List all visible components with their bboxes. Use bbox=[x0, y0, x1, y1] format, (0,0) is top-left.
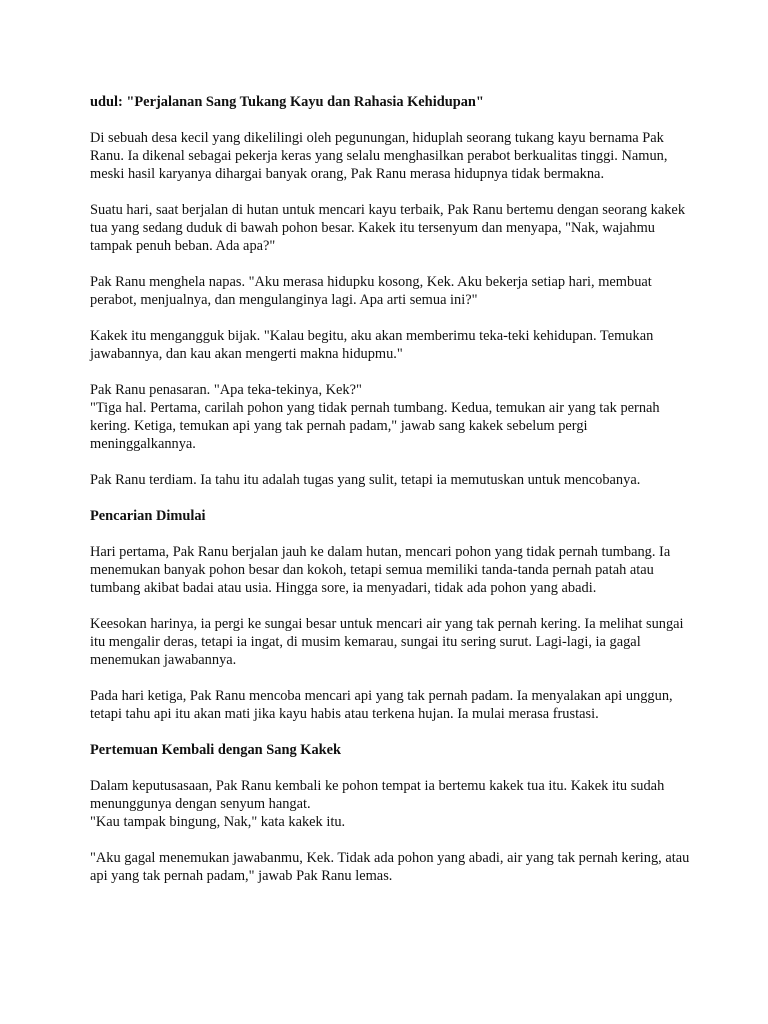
paragraph-riddle-offer: Kakek itu mengangguk bijak. "Kalau begitu, aku akan memberimu teka-teki kehidupan. Temukan jawabannya, dan kau akan mengerti makna hidupmu." bbox=[90, 328, 654, 362]
paragraph-intro: Di sebuah desa kecil yang dikelilingi oleh pegunungan, hiduplah seorang tukang kayu bernama Pak Ranu. Ia dikenal sebagai pekerja keras yang selalu menghasilkan perabot berkualitas tinggi. Namun, meski hasil karyanya dihargai banyak orang, Pak Ranu merasa hidupnya tidak bermakna. bbox=[90, 130, 668, 182]
paragraph-question: Pak Ranu penasaran. "Apa teka-tekinya, Kek?" bbox=[90, 382, 362, 398]
paragraph-meeting: Suatu hari, saat berjalan di hutan untuk mencari kayu terbaik, Pak Ranu bertemu dengan seorang kakek tua yang sedang duduk di bawah pohon besar. Kakek itu tersenyum dan menyapa, "Nak, wajahmu tampak penuh beban. Ada apa?" bbox=[90, 202, 686, 254]
paragraph-day-two: Keesokan harinya, ia pergi ke sungai besar untuk mencari air yang tak pernah kering. Ia melihat sungai itu mengalir deras, tetapi ia ingat, di musim kemarau, sungai itu sering surut. Lagi-lagi, ia gagal menemukan jawabannya. bbox=[90, 616, 684, 668]
paragraph-confused: "Kau tampak bingung, Nak," kata kakek itu. bbox=[90, 814, 346, 830]
paragraph-sigh: Pak Ranu menghela napas. "Aku merasa hidupku kosong, Kek. Aku bekerja setiap hari, membuat perabot, menjualnya, dan mengulanginya lagi. Apa arti semua ini?" bbox=[90, 274, 652, 308]
section-heading-reunion: Pertemuan Kembali dengan Sang Kakek bbox=[90, 742, 342, 758]
paragraph-day-three: Pada hari ketiga, Pak Ranu mencoba mencari api yang tak pernah padam. Ia menyalakan api unggun, tetapi tahu api itu akan mati jika kayu habis atau terkena hujan. Ia mulai merasa frustasi. bbox=[90, 688, 673, 722]
document-title: udul: "Perjalanan Sang Tukang Kayu dan Rahasia Kehidupan" bbox=[90, 94, 484, 110]
paragraph-failed: "Aku gagal menemukan jawabanmu, Kek. Tidak ada pohon yang abadi, air yang tak pernah kering, atau api yang tak pernah padam," jawab Pak Ranu lemas. bbox=[90, 850, 690, 884]
paragraph-decision: Pak Ranu terdiam. Ia tahu itu adalah tugas yang sulit, tetapi ia memutuskan untuk mencobanya. bbox=[90, 472, 641, 488]
document-page bbox=[90, 93, 690, 903]
section-heading-search: Pencarian Dimulai bbox=[90, 508, 206, 524]
paragraph-riddle: "Tiga hal. Pertama, carilah pohon yang tidak pernah tumbang. Kedua, temukan air yang tak pernah kering. Ketiga, temukan api yang tak pernah padam," jawab sang kakek sebelum pergi meninggalkannya. bbox=[90, 400, 660, 452]
paragraph-return: Dalam keputusasaan, Pak Ranu kembali ke pohon tempat ia bertemu kakek tua itu. Kakek itu sudah menunggunya dengan senyum hangat. bbox=[90, 778, 665, 812]
paragraph-day-one: Hari pertama, Pak Ranu berjalan jauh ke dalam hutan, mencari pohon yang tidak pernah tumbang. Ia menemukan banyak pohon besar dan kokoh, tetapi semua memiliki tanda-tanda pernah patah atau tumbang akibat badai atau usia. Hingga sore, ia menyadari, tidak ada pohon yang abadi. bbox=[90, 544, 671, 596]
